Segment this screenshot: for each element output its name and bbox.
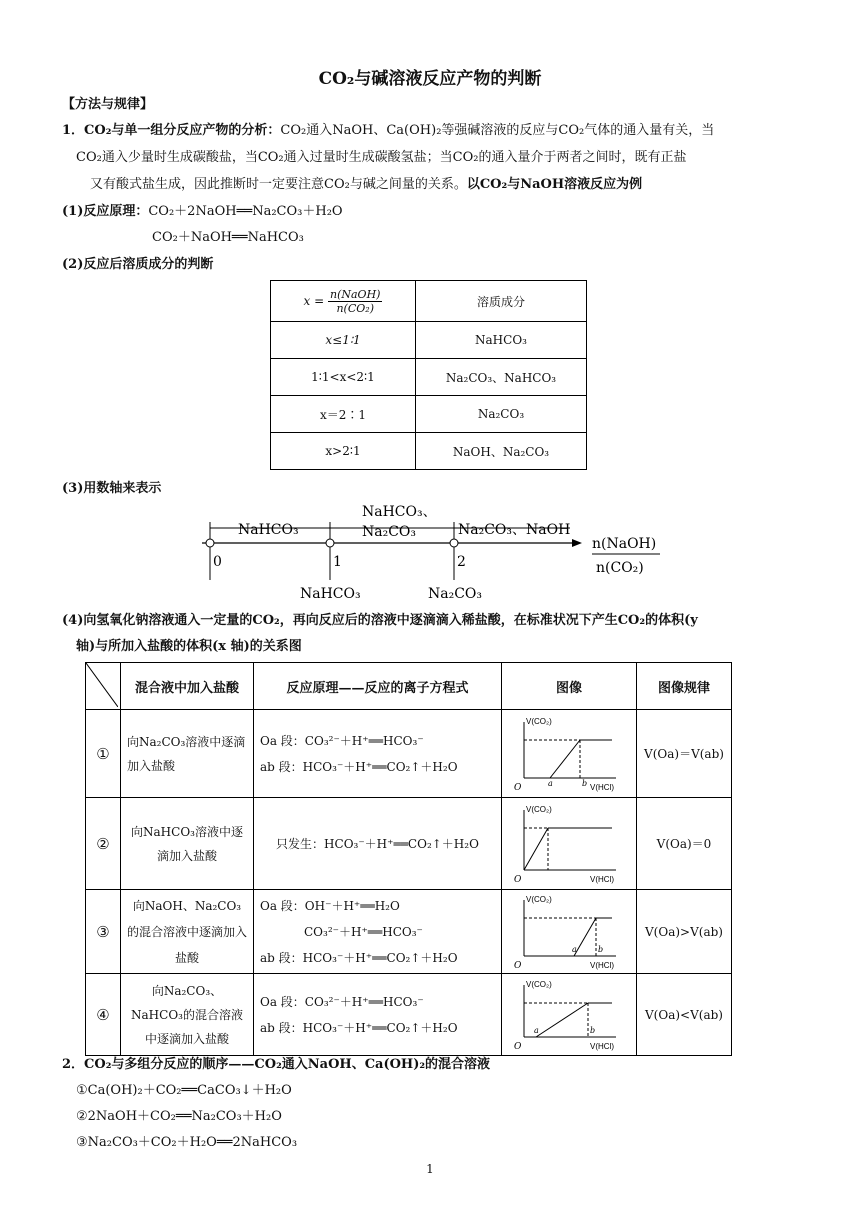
s2-eq3: ③Na₂CO₃＋CO₂＋H₂O══2NaHCO₃ [76, 1135, 298, 1150]
a-label: a [572, 945, 577, 954]
x-axis-label: V(HCl) [590, 961, 614, 970]
eq-line: ab 段：HCO₃⁻＋H⁺══CO₂↑＋H₂O [260, 950, 458, 965]
t2-header-rule: 图像规律 [637, 663, 732, 710]
s1-line1 [62, 122, 714, 140]
graph-2 [510, 800, 628, 884]
nl-bot1: NaHCO₃ [300, 586, 361, 602]
s1-line3 [90, 176, 642, 194]
nl-tick1: 1 [333, 554, 342, 570]
open-circle-2 [450, 539, 458, 547]
t1-cell-solute: NaHCO₃ [416, 322, 587, 359]
rise-line [524, 828, 548, 870]
p1-eq1: CO₂＋2NaOH══Na₂CO₃＋H₂O [148, 204, 343, 219]
open-circle-0 [206, 539, 214, 547]
b-label: b [582, 779, 588, 788]
s2-eq1: ①Ca(OH)₂＋CO₂══CaCO₃↓＋H₂O [76, 1083, 292, 1098]
origin-label: O [514, 961, 522, 970]
t1-cell-x: x>2∶1 [271, 433, 416, 470]
b-label: b [598, 945, 604, 954]
eq-line: Oa 段：OH⁻＋H⁺══H₂O [260, 898, 400, 913]
row-number: ② [86, 798, 121, 890]
row-graph [502, 974, 637, 1056]
row-number: ① [86, 710, 121, 798]
nl-axis-den: n(CO₂) [596, 560, 644, 576]
table-row [271, 359, 587, 396]
method-header: 【方法与规律】 [62, 97, 154, 112]
nl-top3: Na₂CO₃、NaOH [458, 522, 571, 538]
table-row [86, 974, 732, 1056]
row-desc: 向NaOH、Na₂CO₃的混合溶液中逐滴加入盐酸 [121, 890, 254, 974]
row-rule: V(Oa)＝V(ab) [637, 710, 732, 798]
t1-cell-solute: Na₂CO₃ [416, 396, 587, 433]
row-rule: V(Oa)>V(ab) [637, 890, 732, 974]
row-eqs [254, 890, 502, 974]
eq-line: CO₃²⁻＋H⁺══HCO₃⁻ [304, 924, 423, 939]
t2-header-graph: 图像 [502, 663, 637, 710]
page-number: 1 [426, 1162, 434, 1176]
number-line-diagram [190, 498, 690, 606]
t1-cell-solute: NaOH、Na₂CO₃ [416, 433, 587, 470]
x-axis-label: V(HCl) [590, 1042, 614, 1051]
nl-axis-num: n(NaOH) [592, 536, 657, 552]
t1-cell-solute: Na₂CO₃、NaHCO₃ [416, 359, 587, 396]
table-row [86, 890, 732, 974]
t2-header-mix: 混合液中加入盐酸 [121, 663, 254, 710]
origin-label: O [514, 875, 522, 884]
t1-cell-x: x≤1∶1 [271, 322, 416, 359]
p2-label: (2)反应后溶质成分的判断 [62, 257, 214, 272]
row-graph [502, 890, 637, 974]
s2-eq2: ②2NaOH＋CO₂══Na₂CO₃＋H₂O [76, 1109, 282, 1124]
t2-header-principle: 反应原理——反应的离子方程式 [254, 663, 502, 710]
diagonal-line [86, 663, 118, 707]
t1-header-x: x = [303, 293, 325, 308]
p4-line1: (4)向氢氧化钠溶液通入一定量的CO₂，再向反应后的溶液中逐滴滴入稀盐酸，在标准状况下产生CO₂的体积(y [62, 613, 698, 628]
t1-num: n(NaOH) [330, 287, 381, 301]
row-desc: 向NaHCO₃溶液中逐滴加入盐酸 [121, 798, 254, 890]
eq-line: Oa 段：CO₃²⁻＋H⁺══HCO₃⁻ [260, 733, 424, 748]
solute-table [270, 280, 587, 470]
p1-eq2: CO₂＋NaOH══NaHCO₃ [152, 230, 304, 245]
graph-1 [510, 712, 628, 792]
s1-line3b: 以CO₂与NaOH溶液反应为例 [466, 177, 643, 192]
hcl-table [85, 662, 732, 1056]
p3-label: (3)用数轴来表示 [62, 481, 162, 496]
row-graph [502, 710, 637, 798]
t1-fraction [328, 288, 382, 315]
row-rule: V(Oa)＝0 [637, 798, 732, 890]
eq-line: Oa 段：CO₃²⁻＋H⁺══HCO₃⁻ [260, 994, 424, 1009]
row-number: ③ [86, 890, 121, 974]
table-row [271, 433, 587, 470]
nl-top2a: NaHCO₃、 [362, 504, 437, 520]
row-number: ④ [86, 974, 121, 1056]
rise-line [536, 1003, 588, 1037]
row-rule: V(Oa)<V(ab) [637, 974, 732, 1056]
s2-head: 2．CO₂与多组分反应的顺序——CO₂通入NaOH、Ca(OH)₂的混合溶液 [62, 1057, 491, 1072]
y-axis-label: V(CO₂) [526, 895, 552, 904]
nl-tick2: 2 [457, 554, 466, 570]
y-axis-label: V(CO₂) [526, 717, 552, 726]
row-desc: 向Na₂CO₃溶液中逐滴加入盐酸 [121, 710, 254, 798]
p1-label: (1)反应原理： [62, 204, 149, 219]
y-axis-label: V(CO₂) [526, 980, 552, 989]
t1-cell-x: x＝2∶1 [271, 396, 416, 433]
p1-line [62, 203, 343, 221]
rise-line [550, 740, 580, 778]
t1-den: n(CO₂) [336, 301, 374, 315]
page-title: CO₂与碱溶液反应产物的判断 [318, 69, 542, 89]
table-row [271, 322, 587, 359]
graph-3 [510, 890, 628, 970]
table-row [86, 798, 732, 890]
row-eqs [254, 974, 502, 1056]
p4-line2: 轴)与所加入盐酸的体积(x 轴)的关系图 [76, 639, 302, 654]
origin-label: O [514, 783, 522, 792]
s1-head: 1．CO₂与单一组分反应产物的分析： [62, 123, 281, 138]
row-eqs [254, 710, 502, 798]
a-label: a [548, 779, 553, 788]
eq-line: ab 段：HCO₃⁻＋H⁺══CO₂↑＋H₂O [260, 759, 458, 774]
t1-header-ratio [271, 281, 416, 322]
a-label: a [534, 1026, 539, 1035]
y-axis-label: V(CO₂) [526, 805, 552, 814]
x-axis-label: V(HCl) [590, 783, 614, 792]
s1-line3a: 又有酸式盐生成，因此推断时一定要注意CO₂与碱之间量的关系。 [90, 177, 467, 192]
row-desc: 向Na₂CO₃、NaHCO₃的混合溶液中逐滴加入盐酸 [121, 974, 254, 1056]
t1-cell-x: 1∶1<x<2∶1 [271, 359, 416, 396]
table-row [271, 396, 587, 433]
s1-line2: CO₂通入少量时生成碳酸盐，当CO₂通入过量时生成碳酸氢盐；当CO₂的通入量介于两者之间时，既有正盐 [76, 150, 687, 165]
eq-line: ab 段：HCO₃⁻＋H⁺══CO₂↑＋H₂O [260, 1020, 458, 1035]
nl-bot2: Na₂CO₃ [428, 586, 483, 602]
b-label: b [590, 1026, 596, 1035]
eq-line: 只发生：HCO₃⁻＋H⁺══CO₂↑＋H₂O [276, 836, 479, 851]
nl-top2b: Na₂CO₃ [362, 524, 417, 540]
nl-top1: NaHCO₃ [238, 522, 299, 538]
rise-line [574, 918, 596, 956]
row-eqs [254, 798, 502, 890]
table-row [86, 710, 732, 798]
x-axis-label: V(HCl) [590, 875, 614, 884]
origin-label: O [514, 1042, 522, 1051]
t1-header-solute: 溶质成分 [416, 281, 587, 322]
nl-tick0: 0 [213, 554, 222, 570]
graph-4 [510, 975, 628, 1051]
s1-line1-text: CO₂通入NaOH、Ca(OH)₂等强碱溶液的反应与CO₂气体的通入量有关，当 [280, 123, 715, 138]
t2-corner [86, 663, 121, 710]
arrow-icon [572, 539, 582, 547]
row-graph [502, 798, 637, 890]
open-circle-1 [326, 539, 334, 547]
